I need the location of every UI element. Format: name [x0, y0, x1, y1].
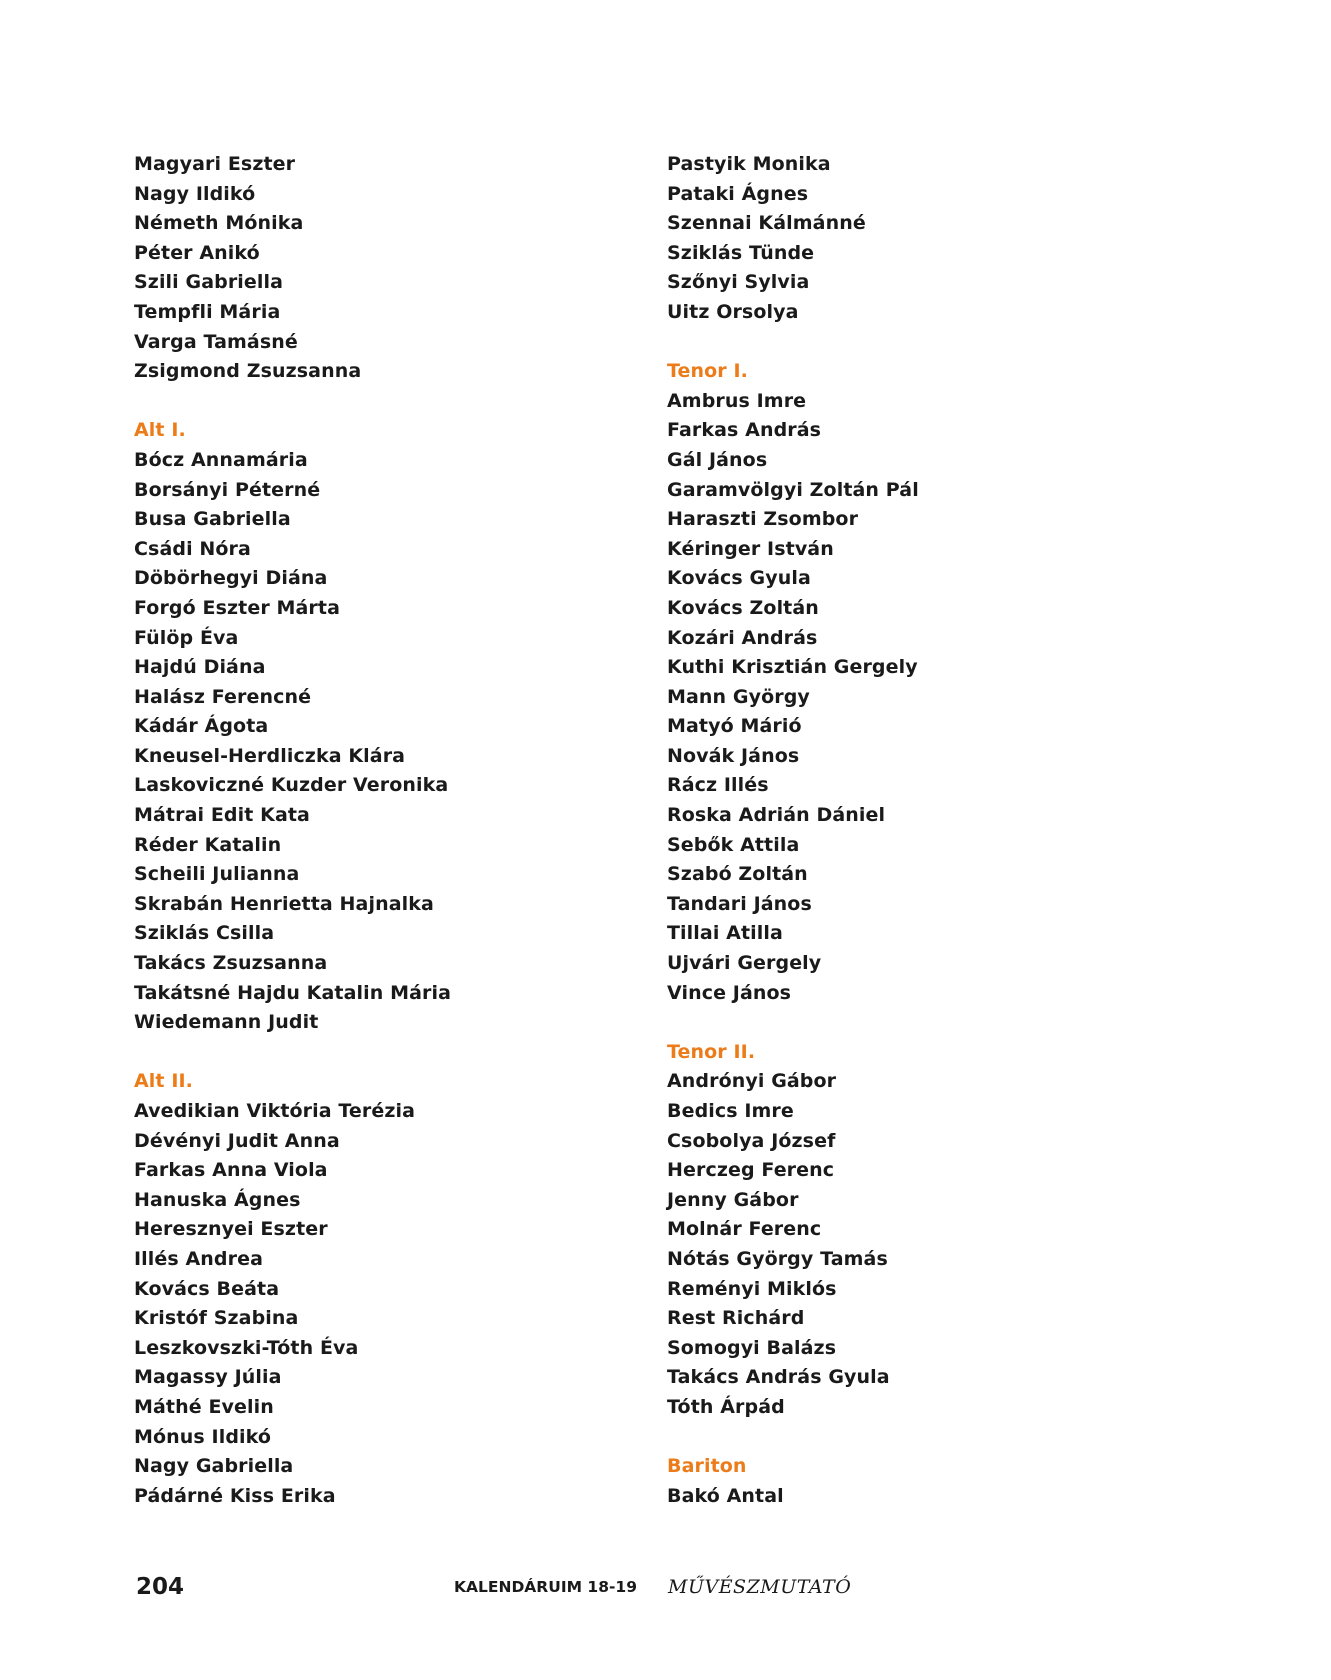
member-name: Szabó Zoltán: [667, 863, 808, 886]
member-name: Kuthi Krisztián Gergely: [667, 656, 918, 679]
member-name: Vince János: [667, 981, 792, 1004]
member-name: Tóth Árpád: [667, 1395, 785, 1418]
member-name: Skrabán Henrietta Hajnalka: [134, 892, 434, 915]
member-name: Nótás György Tamás: [667, 1247, 888, 1270]
member-name: Leszkovszki-Tóth Éva: [134, 1336, 359, 1359]
member-name: Matyó Márió: [667, 715, 802, 738]
member-name: Heresznyei Eszter: [134, 1218, 328, 1241]
member-name: Hanuska Ágnes: [134, 1188, 301, 1211]
voice-group: [134, 1067, 654, 1511]
member-name: Magyari Eszter: [134, 153, 296, 175]
member-name: Andrónyi Gábor: [667, 1070, 837, 1093]
member-name: Takátsné Hajdu Katalin Mária: [134, 981, 452, 1004]
member-name: Novák János: [667, 744, 800, 767]
member-name: Varga Tamásné: [134, 330, 298, 353]
member-name: Rácz Illés: [667, 774, 769, 797]
right-column: [667, 150, 1187, 1541]
voice-section-heading: Tenor II.: [667, 1040, 756, 1063]
member-name: Kneusel-Herdliczka Klára: [134, 744, 406, 767]
voice-section-heading: Bariton: [667, 1455, 747, 1478]
member-name: Csobolya József: [667, 1129, 836, 1152]
member-name: Bócz Annamária: [134, 448, 308, 471]
member-name: Bedics Imre: [667, 1100, 794, 1122]
member-name: Borsányi Péterné: [134, 478, 321, 501]
member-name: Kovács Beáta: [134, 1277, 280, 1300]
member-name: Somogyi Balázs: [667, 1336, 837, 1359]
member-name: Garamvölgyi Zoltán Pál: [667, 478, 919, 501]
voice-group: [667, 1038, 1187, 1423]
member-name: Haraszti Zsombor: [667, 508, 859, 531]
member-name: Szőnyi Sylvia: [667, 271, 810, 294]
section-title: MŰVÉSZMUTATÓ: [668, 1576, 852, 1598]
member-name: Kéringer István: [667, 537, 834, 560]
member-name: Wiedemann Judit: [134, 1011, 319, 1034]
member-name: Péter Anikó: [134, 241, 260, 264]
voice-section-heading: Alt I.: [134, 419, 186, 442]
member-name: Forgó Eszter Márta: [134, 596, 341, 619]
member-name: Réder Katalin: [134, 833, 282, 856]
voice-section-heading: Alt II.: [134, 1070, 193, 1093]
member-name: Farkas Anna Viola: [134, 1159, 328, 1182]
member-name: Kozári András: [667, 626, 818, 649]
member-name: Takács András Gyula: [667, 1366, 890, 1389]
member-name: Fülöp Éva: [134, 626, 239, 649]
member-name: Nagy Gabriella: [134, 1455, 294, 1478]
member-name: Farkas András: [667, 419, 822, 442]
member-name: Pádárné Kiss Erika: [134, 1484, 336, 1507]
voice-group: [134, 416, 654, 1037]
member-name: Döbörhegyi Diána: [134, 567, 328, 590]
member-name: Mann György: [667, 685, 810, 708]
member-name: Ambrus Imre: [667, 389, 807, 412]
member-name: Zsigmond Zsuzsanna: [134, 360, 362, 383]
member-name: Herczeg Ferenc: [667, 1159, 835, 1182]
member-name: Tandari János: [667, 892, 812, 915]
member-name: Nagy Ildikó: [134, 182, 256, 205]
member-name: Mónus Ildikó: [134, 1425, 272, 1448]
member-name: Illés Andrea: [134, 1247, 264, 1270]
member-name: Bakó Antal: [667, 1484, 784, 1507]
member-name: Reményi Miklós: [667, 1277, 837, 1300]
member-name: Hajdú Diána: [134, 656, 266, 679]
member-name: Tempfli Mária: [134, 300, 281, 323]
voice-group: [667, 150, 1187, 328]
member-name: Dévényi Judit Anna: [134, 1129, 340, 1152]
member-name: Sziklás Tünde: [667, 241, 815, 264]
left-column: [134, 150, 654, 1541]
member-name: Uitz Orsolya: [667, 300, 799, 323]
member-name: Takács Zsuzsanna: [134, 952, 328, 975]
voice-group: [667, 1452, 1187, 1511]
member-name: Kovács Zoltán: [667, 596, 819, 619]
member-name: Kádár Ágota: [134, 715, 269, 738]
member-name: Scheili Julianna: [134, 863, 300, 886]
member-name: Szennai Kálmánné: [667, 212, 866, 235]
member-name: Sziklás Csilla: [134, 922, 275, 945]
member-name: Pataki Ágnes: [667, 182, 809, 205]
member-name: Roska Adrián Dániel: [667, 804, 886, 827]
voice-group: [134, 150, 654, 387]
member-name: Ujvári Gergely: [667, 952, 822, 975]
member-name: Sebők Attila: [667, 833, 800, 856]
voice-group: [667, 357, 1187, 1008]
member-name: Kristóf Szabina: [134, 1307, 299, 1330]
member-name: Molnár Ferenc: [667, 1218, 822, 1241]
member-name: Pastyik Monika: [667, 153, 831, 175]
member-name: Csádi Nóra: [134, 537, 251, 560]
page-number: 204: [136, 1574, 185, 1600]
member-name: Kovács Gyula: [667, 567, 811, 590]
member-name: Laskoviczné Kuzder Veronika: [134, 774, 449, 797]
voice-section-heading: Tenor I.: [667, 360, 748, 383]
member-name: Jenny Gábor: [667, 1188, 799, 1211]
member-name: Németh Mónika: [134, 212, 304, 235]
member-name: Mátrai Edit Kata: [134, 804, 310, 827]
member-name: Máthé Evelin: [134, 1395, 274, 1418]
member-name: Halász Ferencné: [134, 685, 312, 708]
member-name: Szili Gabriella: [134, 271, 284, 294]
member-name: Rest Richárd: [667, 1307, 805, 1330]
member-name: Tillai Atilla: [667, 922, 783, 945]
member-name: Magassy Júlia: [134, 1366, 282, 1389]
publication-title: KALENDÁRUIM 18-19: [454, 1578, 637, 1596]
member-name: Avedikian Viktória Terézia: [134, 1100, 416, 1122]
member-name: Gál János: [667, 448, 768, 471]
member-name: Busa Gabriella: [134, 508, 291, 531]
